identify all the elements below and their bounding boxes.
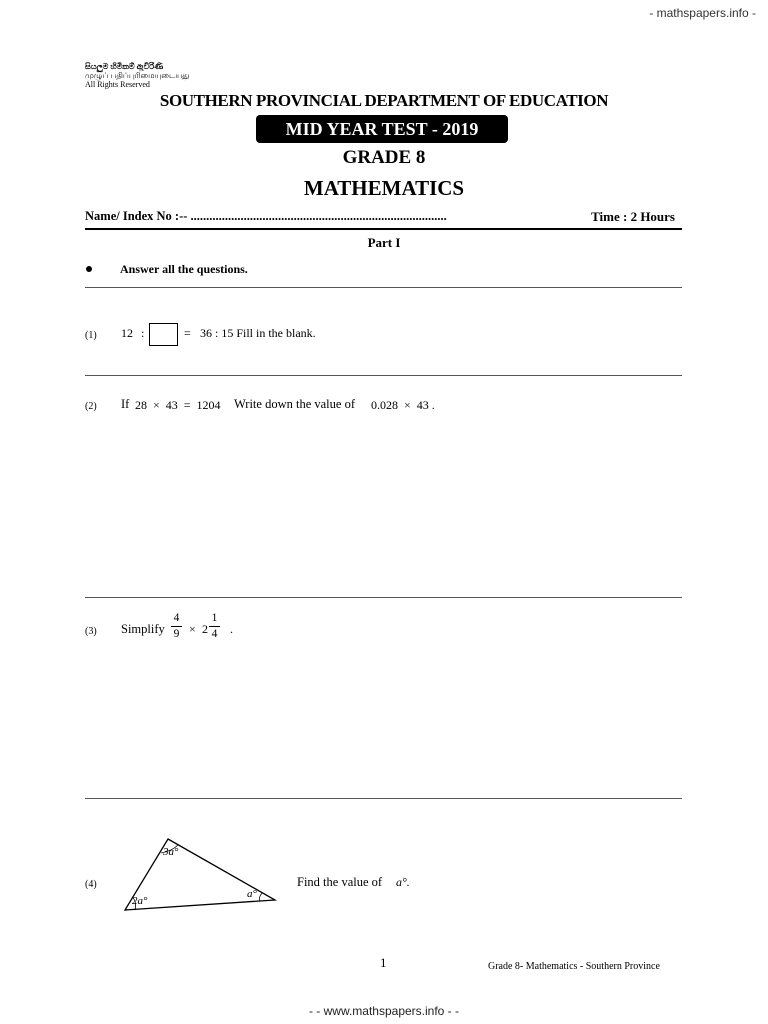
q1-colon: : <box>141 326 145 340</box>
instruction-text: Answer all the questions. <box>120 262 248 276</box>
denominator: 4 <box>211 628 218 640</box>
answer-blank-box[interactable] <box>149 323 178 346</box>
rights-block <box>85 62 189 89</box>
header-divider <box>85 228 682 230</box>
time-label: Time : 2 Hours <box>591 209 675 224</box>
part-title: Part I <box>367 235 401 250</box>
footer-note: Grade 8- Mathematics - Southern Province <box>488 961 660 972</box>
test-banner: MID YEAR TEST - 2019 <box>256 115 508 143</box>
q1-equals: = <box>184 326 191 340</box>
divider <box>85 375 682 376</box>
denominator: 9 <box>173 628 180 640</box>
name-index-field: Name/ Index No :-- .................................................................................. <box>85 209 447 223</box>
numerator: 4 <box>173 612 180 624</box>
question-number: (1) <box>85 330 97 341</box>
q2-expression-b: 0.028 × 43 . <box>371 398 435 412</box>
q2-expression: 28 × 43 = 1204 <box>135 398 221 412</box>
times-sign: × <box>189 622 196 636</box>
q1-text: 36 : 15 Fill in the blank. <box>200 326 316 340</box>
q1-term: 12 <box>121 326 133 340</box>
question-number: (2) <box>85 401 97 412</box>
numerator: 1 <box>211 612 218 624</box>
q4-text: Find the value of <box>297 875 383 889</box>
divider <box>85 798 682 799</box>
q2-text-a: If <box>121 397 130 411</box>
divider <box>85 597 682 598</box>
q3-text: Simplify <box>121 622 165 636</box>
rights-tamil: முழுப் பதிப்புரிமையுடையது <box>85 71 190 80</box>
rights-english: All Rights Reserved <box>85 80 150 89</box>
fraction-one-quarter <box>209 612 220 641</box>
angle-label-right: a° <box>247 888 257 900</box>
q2-text-b: Write down the value of <box>234 397 355 411</box>
page-number: 1 <box>380 955 387 970</box>
angle-label-left: 2a° <box>132 895 148 907</box>
department-title: SOUTHERN PROVINCIAL DEPARTMENT OF EDUCATION <box>159 91 609 110</box>
subject-title: MATHEMATICS <box>303 176 465 200</box>
fraction-four-ninths <box>171 612 182 641</box>
rights-sinhala: සියලුම හිමිකම් ඇවිරිණි <box>85 62 164 71</box>
watermark-top: - mathspapers.info - <box>649 6 756 20</box>
bullet-icon <box>86 266 92 272</box>
question-number: (3) <box>85 626 97 637</box>
divider <box>85 287 682 288</box>
angle-label-top: 3a° <box>163 846 179 858</box>
watermark-bottom: - - www.mathspapers.info - - <box>308 1004 460 1018</box>
question-number: (4) <box>85 879 97 890</box>
grade-title: GRADE 8 <box>342 147 426 168</box>
whole-number: 2 <box>202 622 208 636</box>
q3-end: . <box>230 622 233 636</box>
q4-variable: a°. <box>396 875 410 889</box>
